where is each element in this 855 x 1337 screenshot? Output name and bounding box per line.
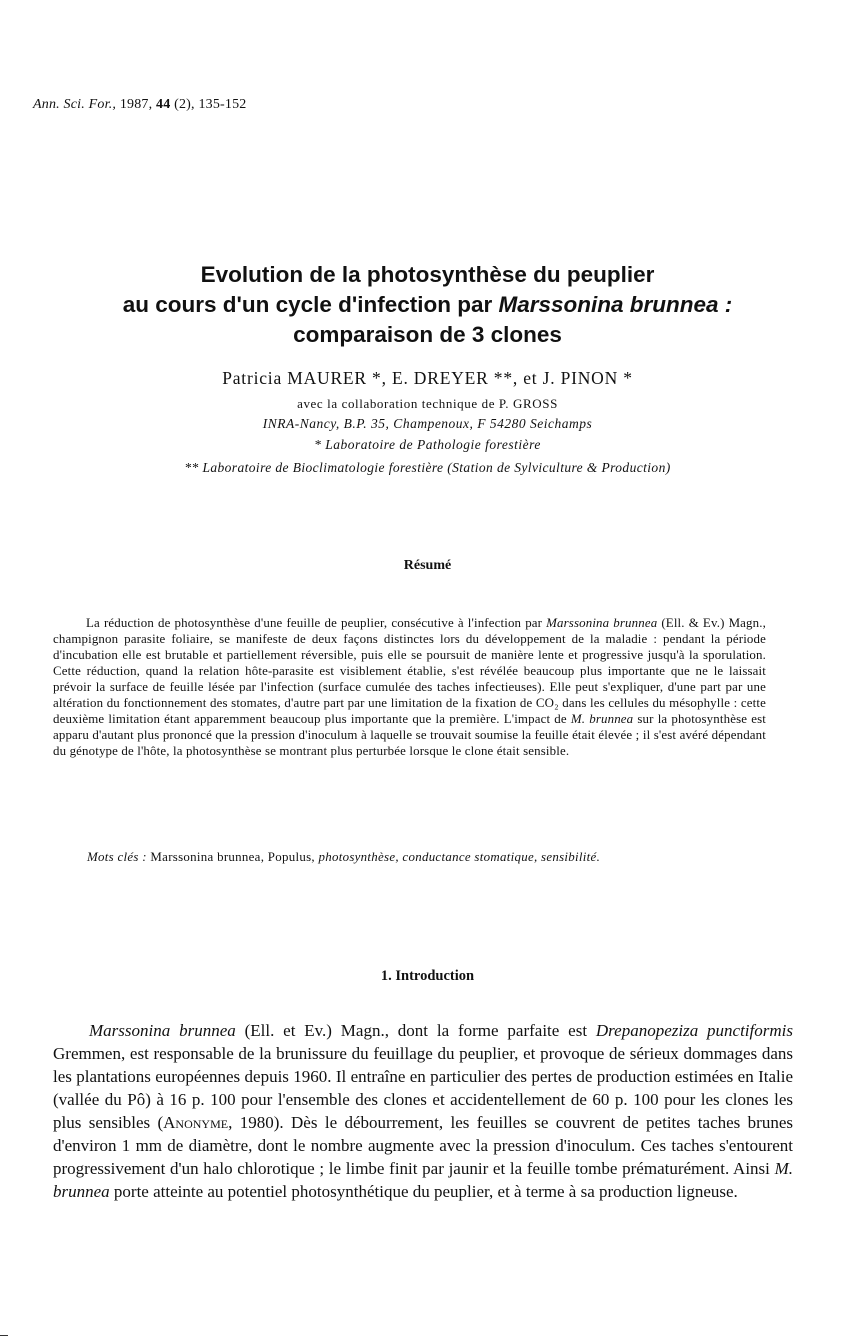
title-line-2: [0, 290, 855, 320]
title-species: Marssonina brunnea :: [498, 292, 733, 317]
title-line-3: comparaison de 3 clones: [293, 322, 562, 347]
abstract-text-2: (Ell. & Ev.) Magn., champignon parasite foliaire, se manifeste de deux façons distinctes lors du développement de la maladie : pendant la période d'incubation elle est brutable et partiellement réversible, puis elle se poursuit de manière lente et progressive jusqu'à la sporulation. Cette réduction, quand la relation hôte-parasite est visiblement établie, s'est révélée beaucoup plus importante que ne le laissait prévoir la surface de feuille lésée par l'infection (surface cumulée des taches infectieuses). Elle peut s'expliquer, d'une part par une altération du fonctionnement des stomates, d'autre part par une limitation de la fixation de CO₂ dans les cellules du mésophylle : cette deuxième limitation étant apparemment beaucoup plus importante que la première. L'impact de: [53, 616, 766, 726]
intro-text-4: porte atteinte au potentiel photosynthétique du peuplier, et à terme à sa production ligneuse.: [109, 1182, 738, 1201]
abstract-text-1: La réduction de photosynthèse d'une feuille de peuplier, consécutive à l'infection par: [86, 616, 547, 630]
keywords-plain: Marssonina brunnea, Populus,: [150, 850, 315, 864]
intro-text-1: (Ell. et Ev.) Magn., dont la forme parfaite est: [235, 1021, 596, 1040]
journal-citation: [33, 97, 247, 113]
introduction-heading: 1. Introduction: [380, 968, 475, 984]
keywords-label: Mots clés :: [87, 850, 147, 864]
keywords-italic: photosynthèse, conductance stomatique, sensibilité.: [318, 850, 601, 864]
title-line-2-text: au cours d'un cycle d'infection par: [122, 292, 499, 317]
intro-species-1: Marssonina brunnea: [89, 1021, 236, 1040]
paper-title: [0, 260, 855, 350]
abstract-heading: Résumé: [403, 558, 452, 573]
journal-volume: 44: [156, 97, 171, 112]
author-list: Patricia MAURER *, E. DREYER **, et J. PINON *: [222, 368, 633, 388]
technical-collaboration: avec la collaboration technique de P. GROSS: [297, 396, 558, 411]
intro-citation: Anonyme: [163, 1113, 229, 1132]
keywords: [87, 850, 767, 865]
page-edge-mark: [0, 1335, 8, 1336]
journal-abbreviation: Ann. Sci. For.,: [33, 97, 117, 112]
intro-species-3: M. brunnea: [53, 1159, 793, 1201]
journal-issue-pages: (2), 135-152: [174, 97, 247, 112]
abstract-species-1: Marssonina brunnea: [546, 616, 658, 630]
intro-species-2: Drepanopeziza punctiformis: [595, 1021, 793, 1040]
institution-address: INRA-Nancy, B.P. 35, Champenoux, F 54280 Seichamps: [262, 416, 593, 431]
affiliation-1: * Laboratoire de Pathologie forestière: [314, 437, 541, 452]
introduction-paragraph: [53, 1019, 793, 1203]
introduction-body: [53, 1019, 793, 1203]
abstract-paragraph: [53, 615, 766, 759]
title-line-1: Evolution de la photosynthèse du peuplier: [200, 262, 655, 287]
affiliation-2: ** Laboratoire de Bioclimatologie forestière (Station de Sylviculture & Production): [184, 460, 671, 475]
abstract-text-3: sur la photosynthèse est apparu d'autant plus prononcé que la pression d'inoculum à laquelle se trouvait soumise la feuille était élevée ; il s'est avéré dépendant du génotype de l'hôte, la photosynthèse se montrant plus perturbée lorsque le clone était sensible.: [53, 712, 766, 758]
intro-text-3: , 1980). Dès le débourrement, les feuilles se couvrent de petites taches brunes d'environ 1 mm de diamètre, dont le nombre augmente avec la pression d'inoculum. Ces taches s'entourent progressivement d'un halo chlorotique ; le limbe finit par jaunir et la feuille tombe prématurément. Ainsi: [53, 1113, 793, 1178]
intro-text-2: Gremmen, est responsable de la brunissure du feuillage du peuplier, et provoque de sérieux dommages dans les plantations européennes depuis 1960. Il entraîne en particulier des pertes de production estimées en Italie (vallée du Pô) à 16 p. 100 pour l'ensemble des clones et accidentellement de 60 p. 100 pour les clones les plus sensibles (: [53, 1044, 793, 1132]
abstract-body: [53, 615, 766, 759]
journal-year: 1987,: [119, 97, 153, 112]
abstract-species-2: M. brunnea: [570, 712, 634, 726]
